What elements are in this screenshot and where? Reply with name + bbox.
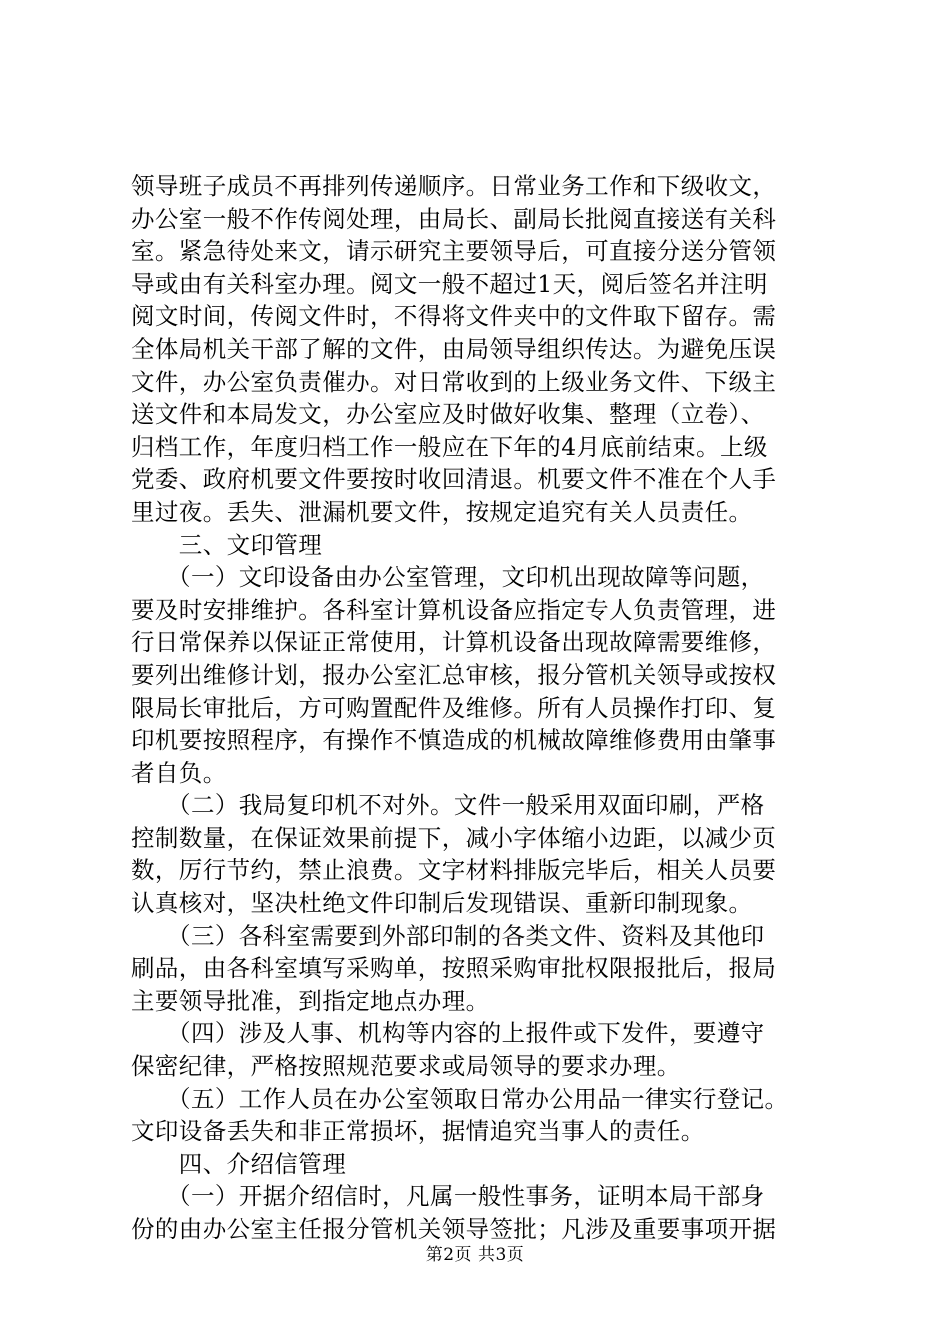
text-line: 党委、政府机要文件要按时收回清退。机要文件不准在个人手	[131, 465, 777, 494]
text-line: 印机要按照程序，有操作不慎造成的机械故障维修费用由肇事	[131, 726, 777, 755]
text-line: 全体局机关干部了解的文件，由局领导组织传达。为避免压误	[131, 334, 777, 363]
text-line: （三）各科室需要到外部印制的各类文件、资料及其他印	[131, 921, 765, 950]
text-line: 阅文时间，传阅文件时，不得将文件夹中的文件取下留存。需	[131, 302, 777, 331]
text-line: （五）工作人员在办公室领取日常办公用品一律实行登记。	[131, 1084, 789, 1113]
text-line: 要及时安排维护。各科室计算机设备应指定专人负责管理，进	[131, 595, 777, 624]
text-line: 主要领导批准，到指定地点办理。	[131, 986, 490, 1015]
text-line: 者自负。	[131, 758, 227, 787]
text-line: 导或由有关科室办理。阅文一般不超过1天，阅后签名并注明	[131, 269, 768, 298]
text-line: 文件，办公室负责催办。对日常收到的上级业务文件、下级主	[131, 367, 777, 396]
text-line: 保密纪律，严格按照规范要求或局领导的要求办理。	[131, 1052, 681, 1081]
text-line: （二）我局复印机不对外。文件一般采用双面印刷，严格	[131, 791, 765, 820]
page-number-footer: 第2页 共3页	[425, 1245, 525, 1265]
text-line: 送文件和本局发文，办公室应及时做好收集、整理（立卷）、	[131, 400, 765, 429]
text-line: 里过夜。丢失、泄漏机要文件，按规定追究有关人员责任。	[131, 497, 753, 526]
text-line: （一）文印设备由办公室管理，文印机出现故障等问题，	[131, 563, 765, 592]
text-line: 限局长审批后，方可购置配件及维修。所有人员操作打印、复	[131, 693, 777, 722]
text-line: 室。紧急待处来文，请示研究主要领导后，可直接分送分管领	[131, 237, 777, 266]
text-line: 领导班子成员不再排列传递顺序。日常业务工作和下级收文，	[131, 172, 777, 200]
text-line: 要列出维修计划，报办公室汇总审核，报分管机关领导或按权	[131, 660, 777, 689]
text-line: 刷品，由各科室填写采购单，按照采购审批权限报批后，报局	[131, 954, 777, 983]
text-line: 份的由办公室主任报分管机关领导签批；凡涉及重要事项开据	[131, 1215, 777, 1243]
text-line: 数，厉行节约，禁止浪费。文字材料排版完毕后，相关人员要	[131, 856, 777, 885]
text-line: （四）涉及人事、机构等内容的上报件或下发件，要遵守	[131, 1019, 765, 1048]
text-line: 控制数量，在保证效果前提下，减小字体缩小边距，以减少页	[131, 823, 777, 852]
text-line: 办公室一般不作传阅处理，由局长、副局长批阅直接送有关科	[131, 204, 777, 233]
text-line: 归档工作，年度归档工作一般应在下年的4月底前结束。上级	[131, 432, 768, 461]
text-line: 行日常保养以保证正常使用，计算机设备出现故障需要维修，	[131, 628, 777, 657]
section-heading: 四、介绍信管理	[131, 1149, 347, 1178]
document-body	[131, 170, 843, 1246]
text-line: （一）开据介绍信时，凡属一般性事务，证明本局干部身	[131, 1182, 765, 1211]
text-line: 认真核对，坚决杜绝文件印制后发现错误、重新印制现象。	[131, 889, 753, 918]
text-line: 文印设备丢失和非正常损坏，据情追究当事人的责任。	[131, 1117, 705, 1146]
section-heading: 三、文印管理	[131, 530, 323, 559]
